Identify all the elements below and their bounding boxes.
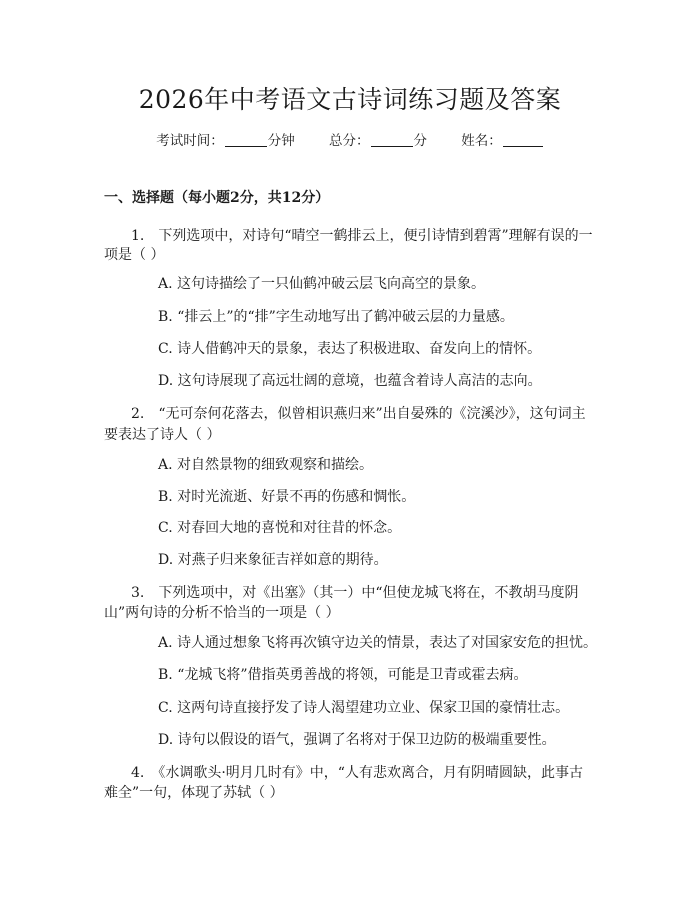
exam-time-field (156, 131, 295, 151)
question-2-option-a: A. 对自然景物的细致观察和描绘。 (158, 457, 374, 473)
total-score-blank (371, 132, 413, 147)
question-2-option-c: C. 对春回大地的喜悦和对往昔的怀念。 (158, 520, 402, 536)
question-1-option-c: C. 诗人借鹤冲天的景象，表达了积极进取、奋发向上的情怀。 (158, 341, 542, 357)
exam-info-line (0, 131, 700, 151)
name-field (461, 131, 544, 151)
question-2-option-d: D. 对燕子归来象征吉祥如意的期待。 (158, 552, 388, 568)
question-3-option-d: D. 诗句以假设的语气，强调了名将对于保卫边防的极端重要性。 (158, 732, 556, 748)
exam-time-label: 考试时间： (156, 133, 224, 149)
total-score-field (329, 131, 427, 151)
question-2-stem-line2: 要表达了诗人（ ） (104, 427, 221, 443)
total-score-unit: 分 (413, 133, 427, 149)
question-1-stem-line1: 1. 下列选项中，对诗句“晴空一鹤排云上，便引诗情到碧霄”理解有误的一 (131, 228, 593, 244)
name-label: 姓名： (461, 133, 502, 149)
question-4-stem-line2: 难全”一句，体现了苏轼（ ） (104, 785, 284, 801)
question-1-option-a: A. 这句诗描绘了一只仙鹤冲破云层飞向高空的景象。 (158, 276, 486, 292)
question-3-option-a: A. 诗人通过想象飞将再次镇守边关的情景，表达了对国家安危的担忧。 (158, 635, 598, 651)
question-1-option-b: B. “排云上”的“排”字生动地写出了鹤冲破云层的力量感。 (158, 309, 514, 325)
page-title: 2026年中考语文古诗词练习题及答案 (138, 85, 562, 114)
question-1-option-d: D. 这句诗展现了高远壮阔的意境，也蕴含着诗人高洁的志向。 (158, 373, 542, 389)
total-score-label: 总分： (329, 133, 370, 149)
exam-time-blank (225, 132, 267, 147)
question-1-stem-line2: 项是（ ） (104, 247, 165, 263)
question-3-option-c: C. 这两句诗直接抒发了诗人渴望建功立业、保家卫国的豪情壮志。 (158, 700, 570, 716)
section-heading: 一、选择题（每小题2分，共12分） (104, 190, 330, 206)
question-3-option-b: B. “龙城飞将”借指英勇善战的将领，可能是卫青或霍去病。 (158, 667, 528, 683)
name-blank (503, 132, 543, 147)
question-2-stem-line1: 2. “无可奈何花落去，似曾相识燕归来”出自晏殊的《浣溪沙》，这句词主 (131, 406, 586, 422)
question-3-stem-line1: 3. 下列选项中，对《出塞》（其一）中“但使龙城飞将在，不教胡马度阴 (131, 585, 579, 601)
question-2-option-b: B. 对时光流逝、好景不再的伤感和惆怅。 (158, 489, 416, 505)
exam-time-unit: 分钟 (267, 133, 295, 149)
question-4-stem-line1: 4. 《水调歌头·明月几时有》中，“人有悲欢离合，月有阴晴圆缺，此事古 (131, 765, 583, 781)
question-3-stem-line2: 山”两句诗的分析不恰当的一项是（ ） (104, 605, 340, 621)
